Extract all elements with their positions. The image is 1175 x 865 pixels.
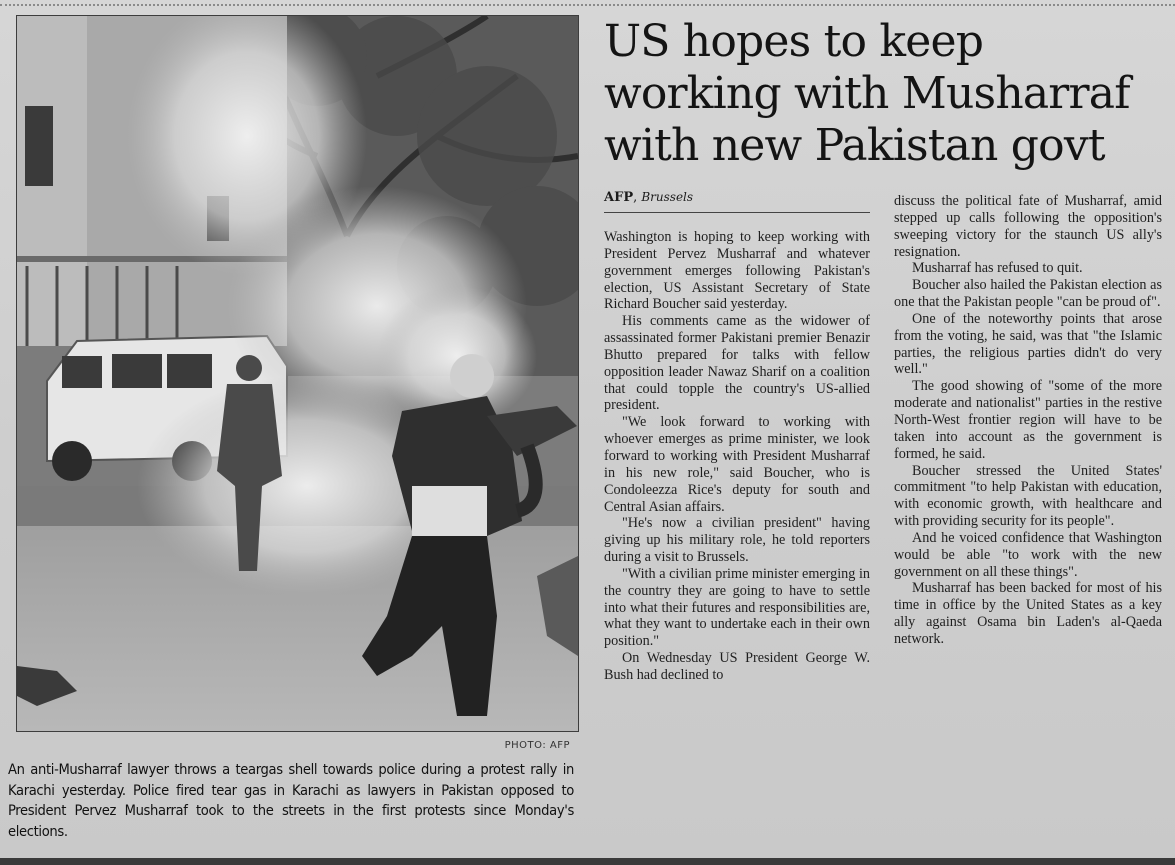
dateline-agency: AFP (604, 190, 634, 205)
photo-caption: An anti-Musharraf lawyer throws a teargas shell towards police during a protest rally in Karachi yesterday. Police fired tear gas in Karachi as lawyers in Pakistan opposed to President Pervez Musharraf took to the streets in the first protests since Monday's elections. (8, 761, 574, 840)
news-photo (16, 15, 579, 732)
paragraph: Boucher stressed the United States' commitment "to help Pakistan with education, with economic growth, with healthcare and with providing security for its people". (894, 462, 1162, 530)
dateline-rule (604, 212, 870, 213)
photo-credit: PHOTO: AFP (504, 740, 570, 751)
paragraph: And he voiced confidence that Washington would be able "to work with the new government on all these things". (894, 529, 1162, 580)
dateline: AFP, Brussels (604, 190, 694, 205)
paragraph: On Wednesday US President George W. Bush had declined to (604, 650, 870, 683)
paragraph: One of the noteworthy points that arose from the voting, he said, was that "the Islamic parties, the religious parties didn't do very well." (894, 310, 1162, 378)
paragraph: His comments came as the widower of assassinated former Pakistani premier Benazir Bhutto prepared for talks with fellow opposition leader Nawaz Sharif on a coalition that could topple the country's US-allied president. (604, 313, 870, 414)
dateline-place: Brussels (641, 190, 694, 204)
paragraph: discuss the political fate of Musharraf, amid stepped up calls following the opposition's sweeping victory for the staunch US ally's resignation. (894, 193, 1162, 260)
top-dotted-rule (0, 4, 1175, 6)
paragraph: Boucher also hailed the Pakistan election as one that the Pakistan people "can be proud of". (894, 277, 1162, 311)
paragraph: "With a civilian prime minister emerging in the country they are going to have to settle into what their futures and responsibilities are, what they want to undertake each in their own position." (604, 565, 870, 650)
paragraph: Musharraf has been backed for most of his time in office by the United States as a key ally against Osama bin Laden's al-Qaeda network. (894, 580, 1162, 647)
article-column-2 (894, 193, 1162, 648)
protest-photo-illustration (17, 16, 578, 731)
paragraph: "He's now a civilian president" having giving up his military role, he told reporters during a visit to Brussels. (604, 515, 870, 566)
paragraph: The good showing of "some of the more moderate and nationalist" parties in the restive North-West frontier region will have to be taken into account as the government is formed, he said. (894, 378, 1162, 462)
page-bottom-edge (0, 858, 1175, 865)
article-column-1 (604, 229, 870, 684)
headline: US hopes to keep working with Musharraf with new Pakistan govt (604, 16, 1130, 171)
paragraph: "We look forward to working with whoever emerges as prime minister, we look forward to working with President Musharraf in his new role," said Boucher, who is Condoleezza Rice's deputy for south and Central Asian affairs. (604, 414, 870, 515)
paragraph: Musharraf has refused to quit. (912, 260, 1083, 277)
paragraph: Washington is hoping to keep working with President Pervez Musharraf and whatever government emerges following Pakistan's election, US Assistant Secretary of State Richard Boucher said yesterday. (604, 229, 870, 313)
